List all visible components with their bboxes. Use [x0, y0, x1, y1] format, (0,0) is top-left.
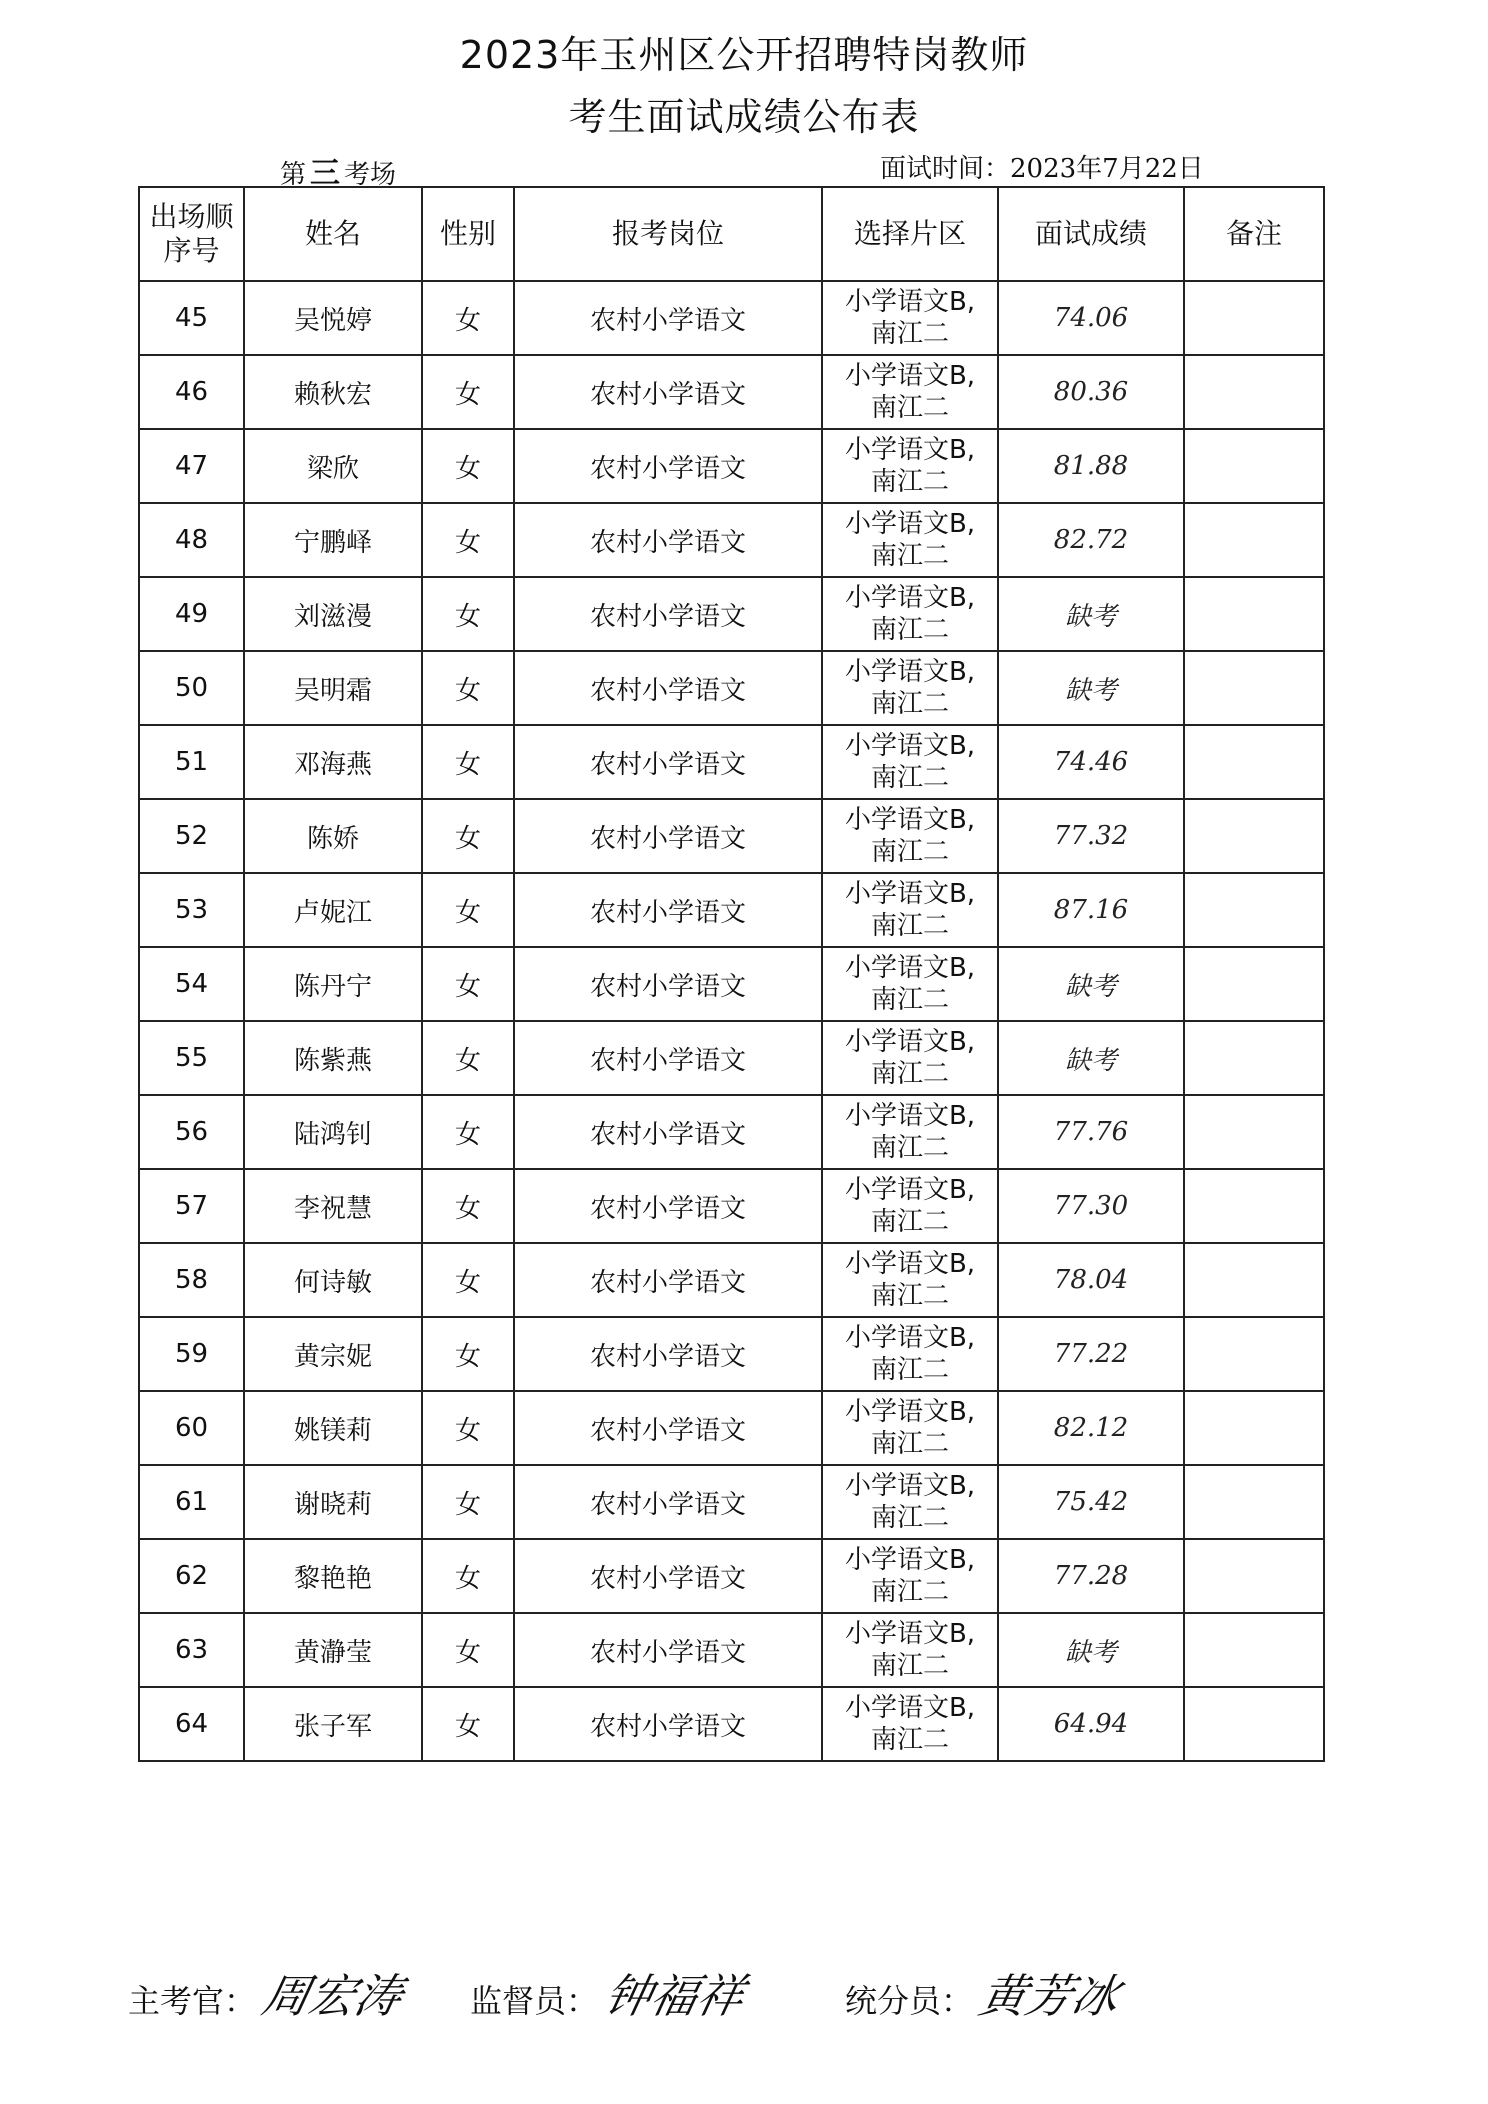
area-line-2: 南江二 [870, 467, 949, 497]
area-line-1: 小学语文B, [844, 1175, 976, 1205]
cell-area [822, 725, 998, 799]
cell-seq: 47 [139, 429, 244, 503]
cell-score: 77.32 [998, 799, 1184, 873]
cell-score: 缺考 [998, 577, 1184, 651]
cell-gender: 女 [422, 1095, 514, 1169]
cell-name: 李祝慧 [244, 1169, 422, 1243]
cell-note [1184, 1687, 1324, 1761]
area-line-2: 南江二 [870, 1281, 949, 1311]
supervisor-signature: 钟福祥 [599, 1969, 750, 2023]
cell-area [822, 1243, 998, 1317]
cell-name: 邓海燕 [244, 725, 422, 799]
table-header-row [139, 187, 1324, 281]
area-line-2: 南江二 [870, 1577, 949, 1607]
cell-area [822, 1613, 998, 1687]
cell-gender: 女 [422, 1021, 514, 1095]
cell-name: 卢妮江 [244, 873, 422, 947]
table-row [139, 355, 1324, 429]
cell-name: 刘滋漫 [244, 577, 422, 651]
room-suffix: 考场 [344, 160, 397, 190]
cell-name: 何诗敏 [244, 1243, 422, 1317]
cell-post: 农村小学语文 [514, 947, 822, 1021]
cell-name: 陈紫燕 [244, 1021, 422, 1095]
scorer-label: 统分员： [845, 1982, 974, 2020]
cell-seq: 64 [139, 1687, 244, 1761]
col-header-name: 姓名 [244, 187, 422, 281]
cell-name: 陈娇 [244, 799, 422, 873]
cell-post: 农村小学语文 [514, 1095, 822, 1169]
cell-post: 农村小学语文 [514, 577, 822, 651]
cell-note [1184, 577, 1324, 651]
examiner-block [128, 1960, 408, 2026]
cell-area [822, 429, 998, 503]
area-line-2: 南江二 [870, 1207, 949, 1237]
area-line-2: 南江二 [870, 1429, 949, 1459]
table-row [139, 1095, 1324, 1169]
area-line-1: 小学语文B, [844, 657, 976, 687]
cell-score: 缺考 [998, 1021, 1184, 1095]
area-line-1: 小学语文B, [844, 1027, 976, 1057]
cell-post: 农村小学语文 [514, 725, 822, 799]
col-header-note: 备注 [1184, 187, 1324, 281]
area-line-1: 小学语文B, [844, 953, 976, 983]
table-row [139, 1465, 1324, 1539]
cell-gender: 女 [422, 651, 514, 725]
table-row [139, 1613, 1324, 1687]
cell-name: 黄宗妮 [244, 1317, 422, 1391]
supervisor-block [470, 1960, 750, 2026]
cell-seq: 57 [139, 1169, 244, 1243]
cell-gender: 女 [422, 1539, 514, 1613]
cell-post: 农村小学语文 [514, 1021, 822, 1095]
table-row [139, 1391, 1324, 1465]
cell-name: 陆鸿钊 [244, 1095, 422, 1169]
table-row [139, 1687, 1324, 1761]
cell-gender: 女 [422, 1613, 514, 1687]
cell-seq: 49 [139, 577, 244, 651]
cell-gender: 女 [422, 1391, 514, 1465]
cell-seq: 45 [139, 281, 244, 355]
table-row [139, 1021, 1324, 1095]
supervisor-label: 监督员： [470, 1982, 599, 2020]
cell-seq: 61 [139, 1465, 244, 1539]
cell-name: 梁欣 [244, 429, 422, 503]
cell-post: 农村小学语文 [514, 1687, 822, 1761]
table-body [139, 281, 1324, 1761]
cell-score: 87.16 [998, 873, 1184, 947]
col-header-area: 选择片区 [822, 187, 998, 281]
cell-name: 谢晓莉 [244, 1465, 422, 1539]
cell-gender: 女 [422, 1169, 514, 1243]
area-line-1: 小学语文B, [844, 1101, 976, 1131]
cell-note [1184, 1539, 1324, 1613]
cell-gender: 女 [422, 725, 514, 799]
cell-seq: 63 [139, 1613, 244, 1687]
cell-note [1184, 1095, 1324, 1169]
area-line-2: 南江二 [870, 985, 949, 1015]
cell-post: 农村小学语文 [514, 799, 822, 873]
cell-area [822, 1539, 998, 1613]
table-row [139, 725, 1324, 799]
cell-seq: 48 [139, 503, 244, 577]
cell-score: 缺考 [998, 1613, 1184, 1687]
cell-area [822, 1169, 998, 1243]
cell-area [822, 1095, 998, 1169]
cell-area [822, 1465, 998, 1539]
cell-note [1184, 873, 1324, 947]
cell-seq: 56 [139, 1095, 244, 1169]
cell-seq: 52 [139, 799, 244, 873]
cell-note [1184, 725, 1324, 799]
table-row [139, 1169, 1324, 1243]
area-line-1: 小学语文B, [844, 1619, 976, 1649]
cell-note [1184, 1465, 1324, 1539]
cell-note [1184, 355, 1324, 429]
col-header-gender: 性别 [422, 187, 514, 281]
area-line-1: 小学语文B, [844, 583, 976, 613]
table-row [139, 947, 1324, 1021]
area-line-1: 小学语文B, [844, 361, 976, 391]
cell-seq: 50 [139, 651, 244, 725]
cell-score: 74.46 [998, 725, 1184, 799]
cell-score: 75.42 [998, 1465, 1184, 1539]
cell-area [822, 355, 998, 429]
cell-seq: 60 [139, 1391, 244, 1465]
area-line-1: 小学语文B, [844, 1397, 976, 1427]
cell-seq: 59 [139, 1317, 244, 1391]
cell-note [1184, 1613, 1324, 1687]
area-line-2: 南江二 [870, 1503, 949, 1533]
cell-score: 缺考 [998, 651, 1184, 725]
area-line-2: 南江二 [870, 1355, 949, 1385]
area-line-2: 南江二 [870, 615, 949, 645]
cell-note [1184, 947, 1324, 1021]
cell-post: 农村小学语文 [514, 1465, 822, 1539]
area-line-2: 南江二 [870, 1059, 949, 1089]
cell-post: 农村小学语文 [514, 281, 822, 355]
cell-gender: 女 [422, 281, 514, 355]
area-line-2: 南江二 [870, 541, 949, 571]
cell-seq: 62 [139, 1539, 244, 1613]
table-row [139, 429, 1324, 503]
cell-note [1184, 503, 1324, 577]
cell-score: 77.22 [998, 1317, 1184, 1391]
cell-score: 74.06 [998, 281, 1184, 355]
cell-post: 农村小学语文 [514, 355, 822, 429]
area-line-1: 小学语文B, [844, 435, 976, 465]
cell-note [1184, 1021, 1324, 1095]
cell-gender: 女 [422, 503, 514, 577]
col-header-post: 报考岗位 [514, 187, 822, 281]
cell-score: 77.28 [998, 1539, 1184, 1613]
table-row [139, 1317, 1324, 1391]
cell-note [1184, 799, 1324, 873]
scorer-signature: 黄芳冰 [974, 1969, 1125, 2023]
area-line-1: 小学语文B, [844, 1693, 976, 1723]
cell-area [822, 1391, 998, 1465]
examiner-label: 主考官： [128, 1982, 257, 2020]
table-row [139, 281, 1324, 355]
area-line-1: 小学语文B, [844, 1545, 976, 1575]
col-header-seq: 出场顺 序号 [139, 187, 244, 281]
cell-seq: 53 [139, 873, 244, 947]
table-row [139, 873, 1324, 947]
results-table [138, 186, 1325, 1762]
area-line-1: 小学语文B, [844, 287, 976, 317]
cell-gender: 女 [422, 1317, 514, 1391]
cell-name: 姚镁莉 [244, 1391, 422, 1465]
interview-date: 面试时间：2023年7月22日 [880, 154, 1204, 184]
area-line-2: 南江二 [870, 837, 949, 867]
cell-name: 黄瀞莹 [244, 1613, 422, 1687]
scorer-block [845, 1960, 1125, 2026]
cell-name: 吴悦婷 [244, 281, 422, 355]
area-line-2: 南江二 [870, 763, 949, 793]
cell-score: 64.94 [998, 1687, 1184, 1761]
examiner-signature: 周宏涛 [257, 1969, 408, 2023]
cell-name: 黎艳艳 [244, 1539, 422, 1613]
cell-post: 农村小学语文 [514, 1169, 822, 1243]
area-line-1: 小学语文B, [844, 731, 976, 761]
cell-score: 77.76 [998, 1095, 1184, 1169]
cell-gender: 女 [422, 873, 514, 947]
cell-area [822, 281, 998, 355]
cell-gender: 女 [422, 799, 514, 873]
cell-name: 宁鹏峄 [244, 503, 422, 577]
cell-note [1184, 1169, 1324, 1243]
cell-post: 农村小学语文 [514, 429, 822, 503]
cell-area [822, 1317, 998, 1391]
cell-post: 农村小学语文 [514, 1539, 822, 1613]
cell-note [1184, 281, 1324, 355]
room-number: 三 [310, 156, 341, 191]
area-line-1: 小学语文B, [844, 1323, 976, 1353]
cell-note [1184, 1243, 1324, 1317]
cell-post: 农村小学语文 [514, 503, 822, 577]
cell-area [822, 873, 998, 947]
cell-gender: 女 [422, 1243, 514, 1317]
cell-area [822, 799, 998, 873]
cell-gender: 女 [422, 1687, 514, 1761]
area-line-2: 南江二 [870, 911, 949, 941]
cell-area [822, 651, 998, 725]
cell-seq: 46 [139, 355, 244, 429]
table-row [139, 651, 1324, 725]
area-line-1: 小学语文B, [844, 805, 976, 835]
cell-note [1184, 1391, 1324, 1465]
room-prefix: 第 [280, 160, 307, 190]
cell-gender: 女 [422, 355, 514, 429]
cell-score: 82.12 [998, 1391, 1184, 1465]
cell-post: 农村小学语文 [514, 1613, 822, 1687]
cell-score: 缺考 [998, 947, 1184, 1021]
area-line-2: 南江二 [870, 689, 949, 719]
area-line-2: 南江二 [870, 1725, 949, 1755]
cell-note [1184, 651, 1324, 725]
cell-score: 78.04 [998, 1243, 1184, 1317]
cell-seq: 54 [139, 947, 244, 1021]
cell-area [822, 577, 998, 651]
cell-post: 农村小学语文 [514, 873, 822, 947]
table-row [139, 503, 1324, 577]
cell-note [1184, 429, 1324, 503]
area-line-2: 南江二 [870, 393, 949, 423]
cell-score: 77.30 [998, 1169, 1184, 1243]
cell-post: 农村小学语文 [514, 1243, 822, 1317]
cell-gender: 女 [422, 1465, 514, 1539]
page-title-line1: 2023年玉州区公开招聘特岗教师 [459, 33, 1029, 77]
cell-name: 吴明霜 [244, 651, 422, 725]
area-line-1: 小学语文B, [844, 509, 976, 539]
area-line-2: 南江二 [870, 1133, 949, 1163]
cell-gender: 女 [422, 429, 514, 503]
cell-gender: 女 [422, 947, 514, 1021]
cell-seq: 58 [139, 1243, 244, 1317]
cell-area [822, 1687, 998, 1761]
area-line-1: 小学语文B, [844, 1471, 976, 1501]
col-header-score: 面试成绩 [998, 187, 1184, 281]
cell-post: 农村小学语文 [514, 1317, 822, 1391]
cell-area [822, 503, 998, 577]
cell-score: 81.88 [998, 429, 1184, 503]
cell-area [822, 1021, 998, 1095]
area-line-2: 南江二 [870, 1651, 949, 1681]
area-line-1: 小学语文B, [844, 1249, 976, 1279]
cell-name: 张子军 [244, 1687, 422, 1761]
table-row [139, 577, 1324, 651]
table-row [139, 799, 1324, 873]
area-line-1: 小学语文B, [844, 879, 976, 909]
cell-name: 陈丹宁 [244, 947, 422, 1021]
cell-note [1184, 1317, 1324, 1391]
table-row [139, 1243, 1324, 1317]
cell-score: 80.36 [998, 355, 1184, 429]
cell-seq: 55 [139, 1021, 244, 1095]
table-row [139, 1539, 1324, 1613]
cell-seq: 51 [139, 725, 244, 799]
cell-gender: 女 [422, 577, 514, 651]
cell-name: 赖秋宏 [244, 355, 422, 429]
cell-post: 农村小学语文 [514, 651, 822, 725]
cell-score: 82.72 [998, 503, 1184, 577]
area-line-2: 南江二 [870, 319, 949, 349]
cell-post: 农村小学语文 [514, 1391, 822, 1465]
page-title-line2: 考生面试成绩公布表 [568, 95, 920, 139]
cell-area [822, 947, 998, 1021]
